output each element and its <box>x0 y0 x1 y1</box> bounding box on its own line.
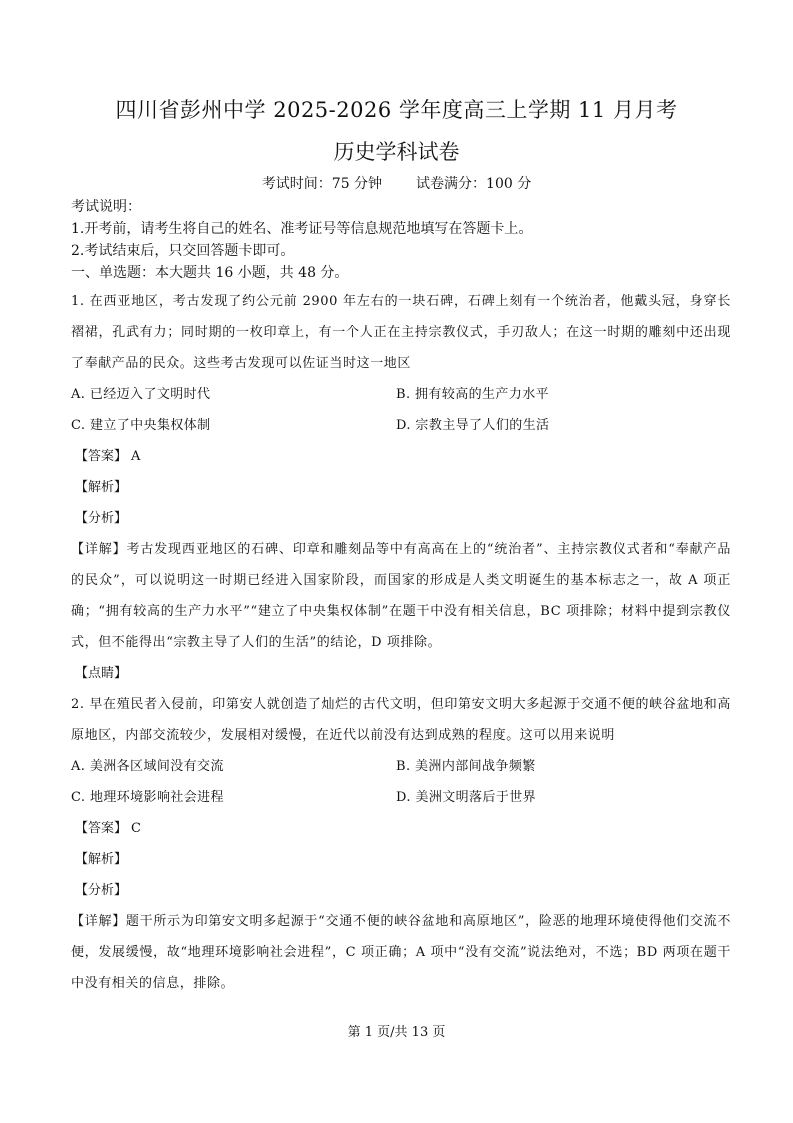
instruction-item: 2.考试结束后，只交回答题卡即可。 <box>71 243 295 259</box>
option-d: D. 宗教主导了人们的生活 <box>396 418 550 433</box>
answer-value: C <box>131 821 141 836</box>
answer-line <box>75 441 731 472</box>
option-a: A. 美洲各区域间没有交流 <box>71 759 224 774</box>
analysis-label: 【解析】 <box>75 480 128 495</box>
option-c: C. 建立了中央集权体制 <box>71 418 211 433</box>
exam-title: 四川省彭州中学 2025-2026 学年度高三上学期 11 月月考 <box>115 98 678 122</box>
answer-label: 【答案】 <box>75 449 128 464</box>
question-options <box>71 782 731 813</box>
question-stem: 1. 在西亚地区，考古发现了约公元前 2900 年左右的一块石碑，石碑上刻有一个统治者，他戴头冠，身穿长褶裙，孔武有力；同时期的一枚印章上，有一个人正在主持宗教仪式，手刃敌人；在这一时期的雕刻中还出现了奉献产品的民众。这些考古发现可以佐证当时这一地区 <box>71 294 731 371</box>
page-footer: 第 1 页/共 13 页 <box>347 1025 446 1040</box>
section-heading: 一、单选题：本大题共 16 小题，共 48 分。 <box>71 265 349 281</box>
exam-time: 考试时间：75 分钟 <box>261 176 383 192</box>
detail-explanation: 【详解】题干所示为印第安文明多起源于“交通不便的峡谷盆地和高原地区”，险恶的地理环境使得他们交流不便，发展缓慢，故“地理环境影响社会进程”，C 项正确；A 项中“没有交流”说法绝对，不选；BD 两项在题干中没有相关的信息，排除。 <box>71 914 731 991</box>
analysis-label: 【解析】 <box>75 852 128 867</box>
question-options <box>71 410 731 441</box>
option-c: C. 地理环境影响社会进程 <box>71 790 224 805</box>
instructions-heading: 考试说明： <box>71 199 141 215</box>
exam-subtitle: 历史学科试卷 <box>333 140 460 164</box>
answer-label: 【答案】 <box>75 821 128 836</box>
question-options <box>71 379 731 410</box>
fenxi-label: 【分析】 <box>75 511 128 526</box>
option-a: A. 已经迈入了文明时代 <box>71 387 211 402</box>
option-b: B. 美洲内部间战争频繁 <box>396 759 536 774</box>
answer-line <box>75 813 731 844</box>
exam-score: 试卷满分：100 分 <box>416 176 532 192</box>
question-stem: 2. 早在殖民者入侵前，印第安人就创造了灿烂的古代文明，但印第安文明大多起源于交通不便的峡谷盆地和高原地区，内部交流较少，发展相对缓慢，在近代以前没有达到成熟的程度。这可以用来说明 <box>71 697 731 743</box>
detail-explanation: 【详解】考古发现西亚地区的石碑、印章和雕刻品等中有高高在上的“统治者”、主持宗教仪式者和“奉献产品的民众”，可以说明这一时期已经进入国家阶段，而国家的形成是人类文明诞生的基本标志之一，故 A 项正确；“拥有较高的生产力水平”“建立了中央集权体制”在题干中没有相关信息，BC 项排除；材料中提到宗教仪式，但不能得出“宗教主导了人们的生活”的结论，D 项排除。 <box>71 542 731 650</box>
option-d: D. 美洲文明落后于世界 <box>396 790 537 805</box>
exam-body <box>71 196 731 999</box>
fenxi-label: 【分析】 <box>75 883 128 898</box>
exam-info <box>0 173 793 195</box>
instruction-item: 1.开考前，请考生将自己的姓名、准考证号等信息规范地填写在答题卡上。 <box>71 221 533 237</box>
option-b: B. 拥有较高的生产力水平 <box>396 387 550 402</box>
question-options <box>71 751 731 782</box>
answer-value: A <box>131 449 141 464</box>
comment-label: 【点睛】 <box>75 666 128 681</box>
